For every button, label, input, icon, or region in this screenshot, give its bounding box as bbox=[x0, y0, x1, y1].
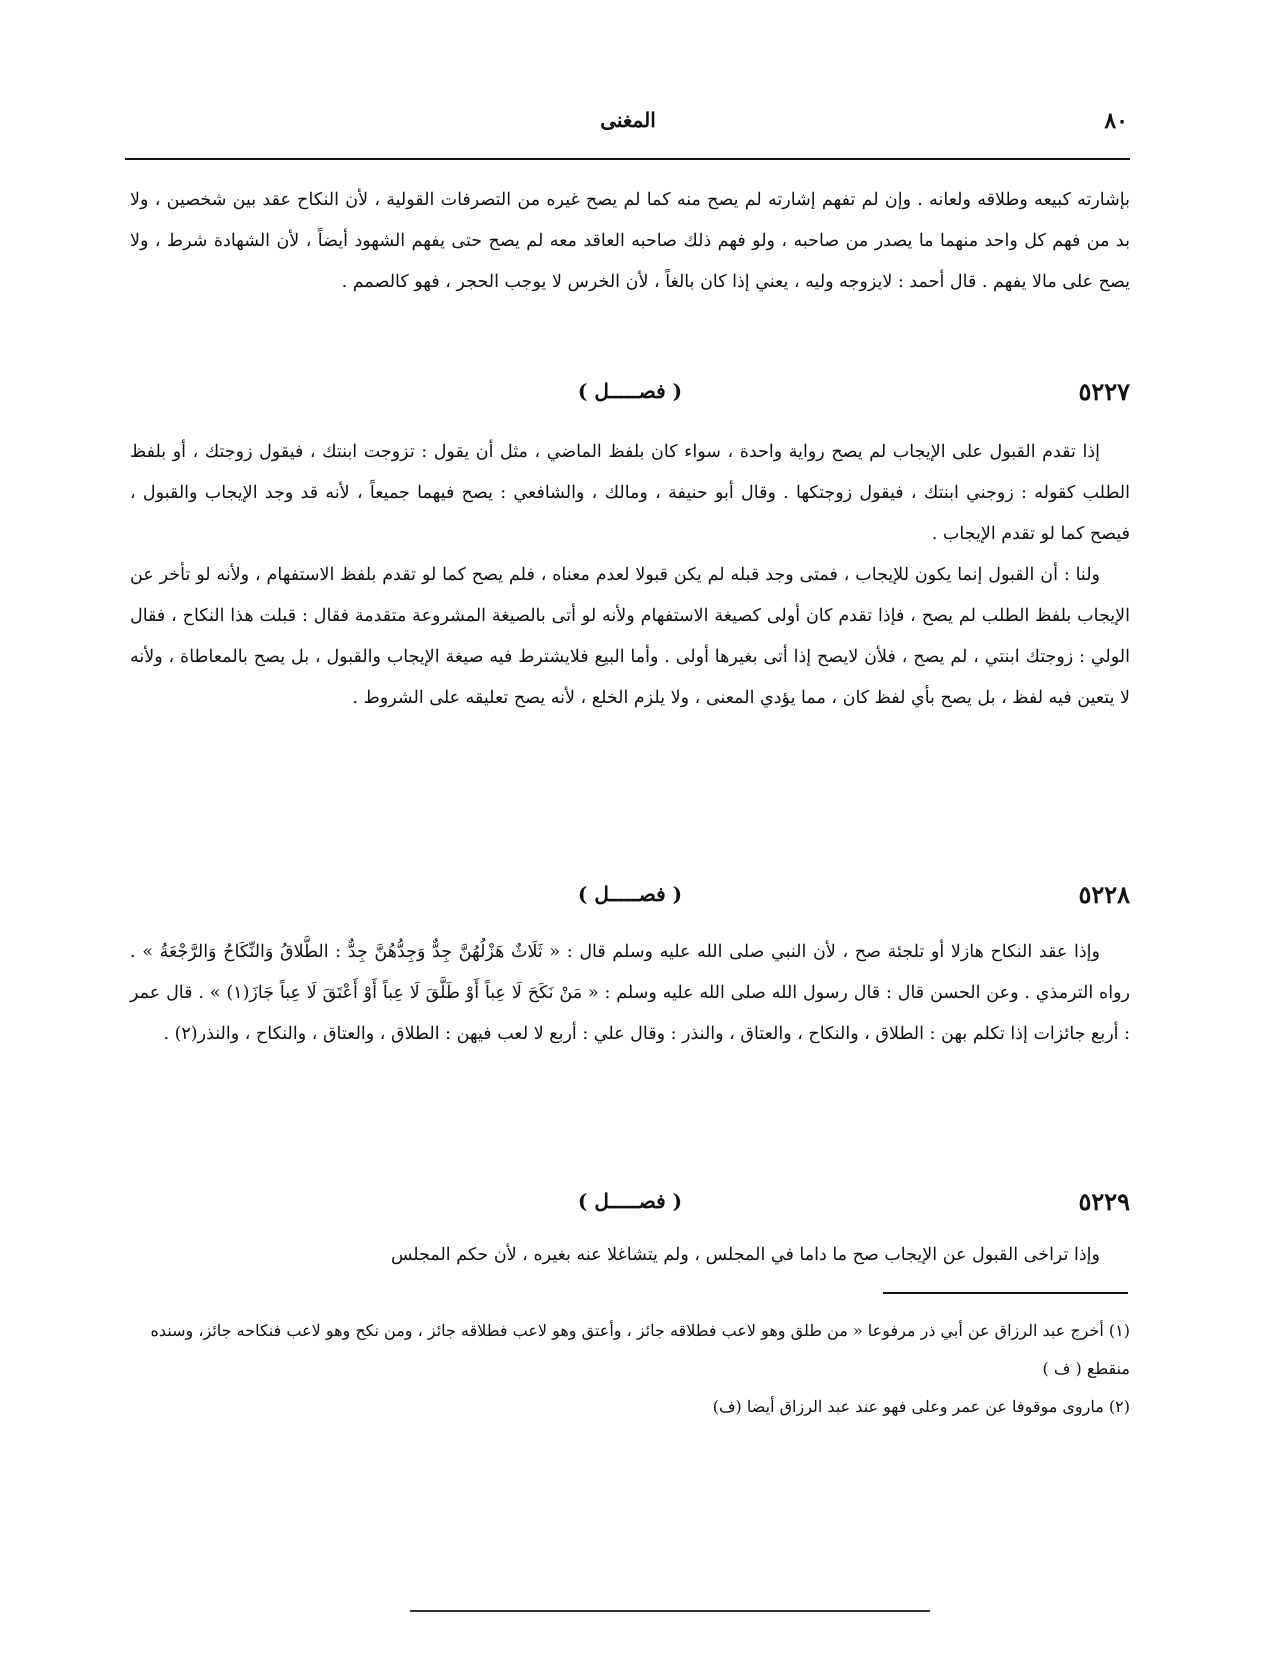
footnote-rule bbox=[883, 1292, 1128, 1294]
footnotes bbox=[130, 1312, 1130, 1426]
section-5227-body bbox=[130, 432, 1130, 719]
section-number: ٥٢٢٨ bbox=[1078, 880, 1130, 909]
section-title: ( فصـــــل ) bbox=[577, 882, 683, 906]
section-number: ٥٢٢٧ bbox=[1078, 377, 1130, 406]
header-rule bbox=[125, 158, 1130, 160]
section-title: ( فصـــــل ) bbox=[577, 1189, 683, 1213]
paragraph: إذا تقدم القبول على الإيجاب لم يصح رواية واحدة ، سواء كان بلفظ الماضي ، مثل أن يقول : تزوجت ابنتك ، فيقول زوجتك ، أو بلفظ الطلب كقوله : زوجني ابنتك ، فيقول زوجتكها . وقال أبو حنيفة ، ومالك ، والشافعي : يصح فيهما جميعاً ، لأنه قد وجد الإيجاب والقبول ، فيصح كما لو تقدم الإيجاب . bbox=[130, 442, 1130, 544]
paragraph: وإذا تراخى القبول عن الإيجاب صح ما داما في المجلس ، ولم يتشاغلا عنه بغيره ، لأن حكم المجلس bbox=[390, 1245, 1100, 1265]
section-5228-body bbox=[130, 932, 1130, 1055]
section-5229-body bbox=[130, 1235, 1130, 1276]
bottom-rule bbox=[410, 1610, 930, 1612]
running-title: المغنى bbox=[600, 108, 656, 132]
paragraph: ولنا : أن القبول إنما يكون للإيجاب ، فمتى وجد قبله لم يكن قبولا لعدم معناه ، فلم يصح كما لو تقدم بلفظ الاستفهام ، ولأنه لو تأخر عن الإيجاب بلفظ الطلب لم يصح ، فإذا تقدم كان أولى كصيغة الاستفهام ولأنه لو أتى بالصيغة المشروعة متقدمة فقال : قبلت هذا النكاح ، فقال الولي : زوجتك ابنتي ، لم يصح ، فلأن لايصح إذا أتى بغيرها أولى . وأما البيع فلايشترط فيه صيغة الإيجاب والقبول ، بل يصح بالمعاطاة ، ولأنه لا يتعين فيه لفظ ، بل يصح بأي لفظ كان ، مما يؤدي المعنى ، ولا يلزم الخلع ، لأنه يصح تعليقه على الشروط . bbox=[130, 565, 1130, 708]
paragraph: بإشارته كبيعه وطلاقه ولعانه . وإن لم تفهم إشارته لم يصح منه كما لم يصح غيره من التصرفات القولية ، لأن النكاح عقد بين شخصين ، ولا بد من فهم كل واحد منهما ما يصدر من صاحبه ، ولو فهم ذلك صاحبه العاقد معه لم يصح حتى يفهم الشهود أيضاً ، لأن الشهادة شرط ، ولا يصح على مالا يفهم . قال أحمد : لايزوجه وليه ، يعني إذا كان بالغاً ، لأن الخرس لا يوجب الحجر ، فهو كالصمم . bbox=[130, 190, 1130, 292]
paragraph: وإذا عقد النكاح هازلا أو تلجئة صح ، لأن النبي صلى الله عليه وسلم قال : « ثَلَاثٌ هَزْلُهُنَّ جِدٌّ وَجِدُّهُنَّ جِدٌّ : الطَّلاقُ وَالنِّكَاحُ وَالرَّجْعَةُ » . رواه الترمذي . وعن الحسن قال : قال رسول الله صلى الله عليه وسلم : « مَنْ نَكَحَ لَا عِباً أَوْ طَلَّقَ لَا عِباً أَوْ أَعْتَقَ لَا عِباً جَازَ(١) » . قال عمر : أربع جائزات إذا تكلم بهن : الطلاق ، والنكاح ، والعتاق ، والنذر : وقال علي : أربع لا لعب فيهن : الطلاق ، والعتاق ، والنكاح ، والنذر(٢) . bbox=[130, 942, 1130, 1044]
section-number: ٥٢٢٩ bbox=[1078, 1187, 1130, 1216]
section-title: ( فصـــــل ) bbox=[577, 379, 683, 403]
footnote-2: (٢) ماروى موقوفا عن عمر وعلى فهو عند عبد الرزاق أيضا (ف) bbox=[712, 1397, 1130, 1416]
intro-paragraph bbox=[130, 180, 1130, 303]
section-heading-5227 bbox=[130, 377, 1130, 417]
page-number: ٨٠ bbox=[1104, 108, 1128, 134]
section-heading-5228 bbox=[130, 880, 1130, 920]
footnote-1: (١) أخرج عبد الرزاق عن أبي ذر مرفوعا « من طلق وهو لاعب فطلاقه جائز ، وأعتق وهو لاعب فطلاقه جائز ، ومن نكح وهو لاعب فنكاحه جائز، وسنده منقطع ( ف ) bbox=[150, 1321, 1130, 1378]
section-heading-5229 bbox=[130, 1187, 1130, 1227]
page-header bbox=[128, 108, 1128, 148]
